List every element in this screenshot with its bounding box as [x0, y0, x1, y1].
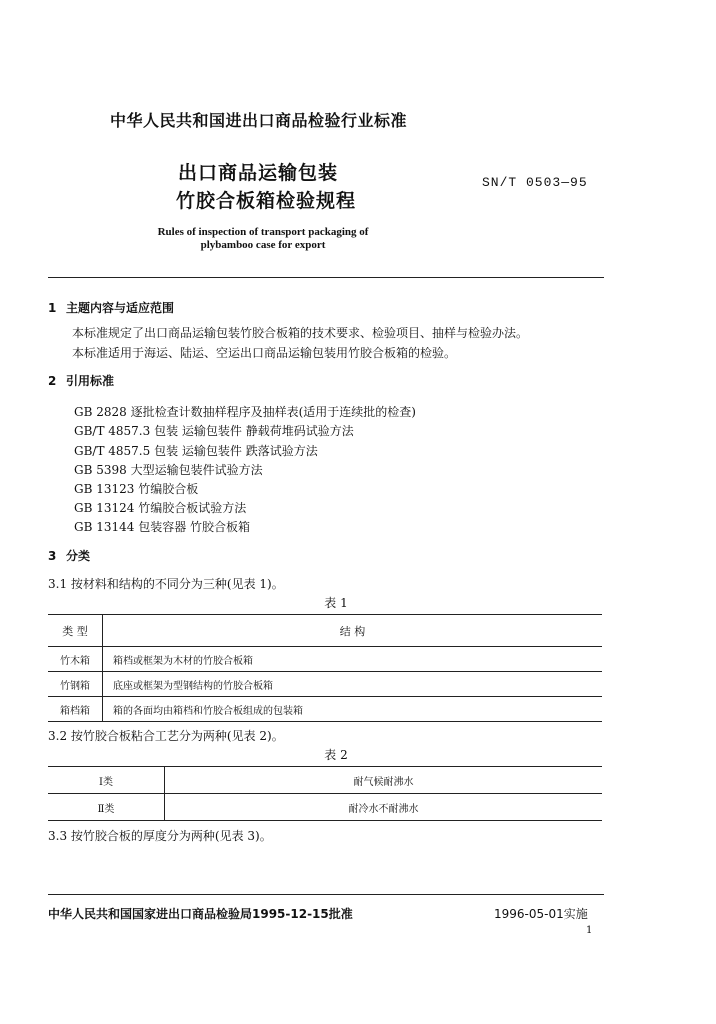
- section-1-title: 主题内容与适应范围: [66, 301, 175, 315]
- reference-item: GB 13124 竹编胶合板试验方法: [74, 501, 247, 515]
- table-cell: Ⅱ类: [48, 794, 165, 821]
- table-row: [48, 767, 602, 794]
- section-1-paragraph: 本标准规定了出口商品运输包装竹胶合板箱的技术要求、检验项目、抽样与检验办法。: [72, 326, 529, 340]
- effective-date: 1996-05-01实施: [494, 907, 588, 921]
- section-2-title: 引用标准: [66, 374, 115, 388]
- table-2: [48, 766, 602, 821]
- table-header-cell: 结 构: [103, 615, 603, 647]
- table-row: [48, 672, 602, 697]
- english-title-line-1: Rules of inspection of transport packaging of: [157, 226, 369, 238]
- footer-rule: [48, 894, 604, 895]
- table-1: [48, 614, 602, 722]
- title-line-1: 出口商品运输包装: [178, 162, 339, 184]
- subsection-3-3: 3.3 按竹胶合板的厚度分为两种(见表 3)。: [48, 829, 272, 843]
- table-cell: 箱档或框架为木材的竹胶合板箱: [103, 647, 603, 672]
- section-3-heading: [48, 547, 90, 564]
- table-2-caption: 表 2: [324, 748, 348, 762]
- section-1-heading: [48, 299, 174, 316]
- table-cell: 底座或框架为型钢结构的竹胶合板箱: [103, 672, 603, 697]
- section-1-number: 1: [48, 301, 57, 315]
- section-1-paragraph: 本标准适用于海运、陆运、空运出口商品运输包装用竹胶合板箱的检验。: [72, 346, 457, 360]
- subsection-3-2: 3.2 按竹胶合板粘合工艺分为两种(见表 2)。: [48, 729, 284, 743]
- approval-line: 中华人民共和国国家进出口商品检验局1995-12-15批准: [48, 907, 353, 921]
- title-line-2: 竹胶合板箱检验规程: [176, 190, 357, 212]
- reference-item: GB/T 4857.3 包装 运输包装件 静载荷堆码试验方法: [74, 424, 354, 438]
- table-cell: 耐气候耐沸水: [165, 767, 603, 794]
- reference-item: GB/T 4857.5 包装 运输包装件 跌落试验方法: [74, 444, 318, 458]
- table-header-cell: 类 型: [48, 615, 103, 647]
- section-2-heading: [48, 372, 114, 389]
- table-cell: 竹钢箱: [48, 672, 103, 697]
- reference-item: GB 2828 逐批检查计数抽样程序及抽样表(适用于连续批的检查): [74, 405, 416, 419]
- table-cell: 耐冷水不耐沸水: [165, 794, 603, 821]
- standard-code: SN/T 0503—95: [482, 175, 588, 190]
- reference-item: GB 13123 竹编胶合板: [74, 482, 199, 496]
- table-cell: Ⅰ类: [48, 767, 165, 794]
- publisher-line: 中华人民共和国进出口商品检验行业标准: [110, 111, 408, 130]
- section-3-number: 3: [48, 549, 57, 563]
- top-rule: [48, 277, 604, 278]
- table-cell: 竹木箱: [48, 647, 103, 672]
- table-row: [48, 647, 602, 672]
- table-row: [48, 794, 602, 821]
- table-cell: 箱的各面均由箱档和竹胶合板组成的包装箱: [103, 697, 603, 722]
- section-2-number: 2: [48, 374, 57, 388]
- section-3-title: 分类: [66, 549, 91, 563]
- table-1-caption: 表 1: [324, 596, 348, 610]
- table-header-row: [48, 615, 602, 647]
- table-row: [48, 697, 602, 722]
- reference-item: GB 5398 大型运输包装件试验方法: [74, 463, 263, 477]
- subsection-3-1: 3.1 按材料和结构的不同分为三种(见表 1)。: [48, 577, 284, 591]
- english-title-line-2: plybamboo case for export: [200, 239, 326, 251]
- table-cell: 箱档箱: [48, 697, 103, 722]
- reference-item: GB 13144 包装容器 竹胶合板箱: [74, 520, 251, 534]
- page-number: 1: [586, 925, 593, 936]
